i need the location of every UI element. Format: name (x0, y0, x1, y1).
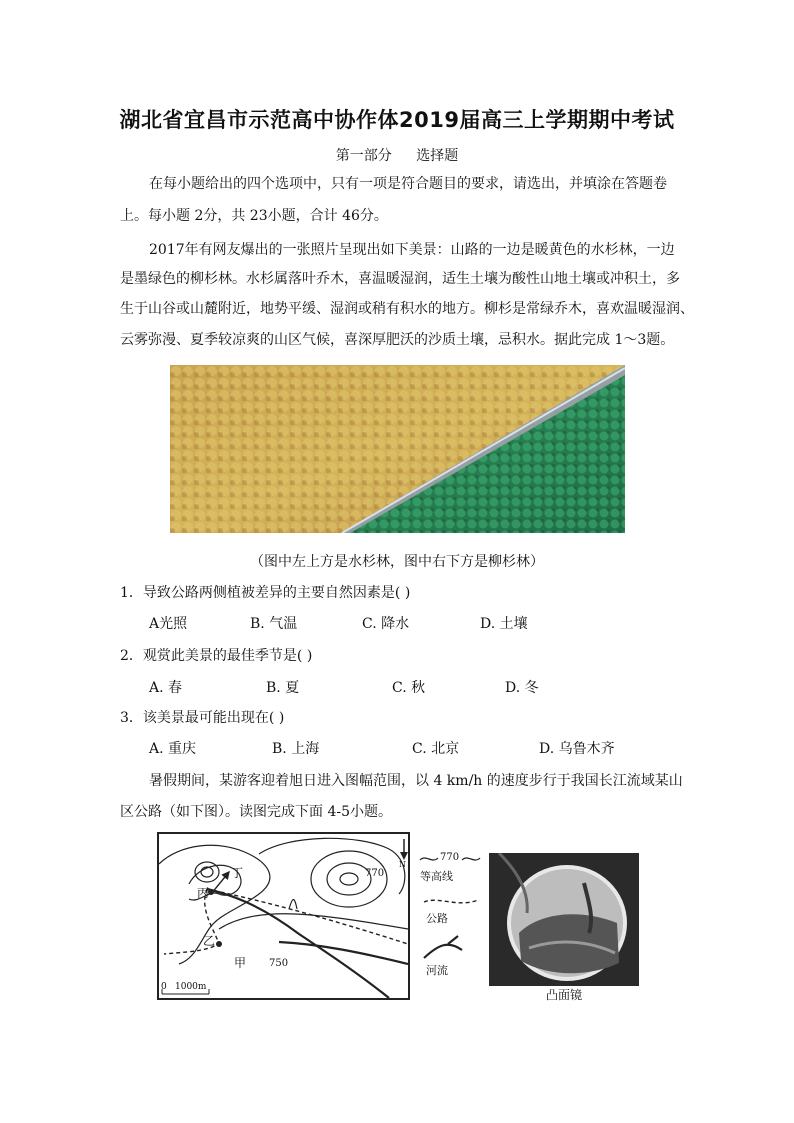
question-1-option-a: A光照 (149, 616, 188, 632)
legend-contour-value: 770 (440, 852, 460, 863)
question-1-option-b: B. 气温 (250, 616, 298, 632)
question-1-option-c: C. 降水 (362, 616, 410, 632)
convex-mirror-photo (489, 853, 639, 986)
contour-label-750: 750 (269, 958, 289, 969)
question-3-option-d: D. 乌鲁木齐 (539, 741, 615, 757)
section-heading (0, 145, 794, 165)
question-2-option-b: B. 夏 (266, 680, 300, 696)
question-1-option-d: D. 土壤 (480, 616, 528, 632)
photo-caption: （图中左上方是水杉林，图中右下方是柳杉林） (250, 554, 544, 570)
section-part: 第一部分 (335, 148, 392, 164)
passage1-line-3: 生于山谷或山麓附近，地势平缓、湿润或稍有积水的地方。柳杉是常绿乔木，喜欢温暖湿润、 (120, 301, 694, 317)
page-title: 湖北省宜昌市示范高中协作体2019届高三上学期期中考试 (119, 108, 675, 132)
passage2-line-1: 暑假期间，某游客迎着旭日进入图幅范围，以 4 km/h 的速度步行于我国长江流域某山 (149, 773, 683, 789)
passage1-line-2: 是墨绿色的柳杉林。水杉属落叶乔木，喜温暖湿润，适生土壤为酸性山地土壤或冲积土，多 (120, 271, 680, 287)
question-2-option-d: D. 冬 (505, 680, 539, 696)
forest-aerial-photo (170, 365, 625, 533)
map-label-bing: 丙 (197, 886, 210, 900)
scale-zero: 0 (161, 982, 167, 992)
legend-river: 河流 (426, 964, 448, 977)
instructions-line-2: 上。每小题 2分，共 23小题，合计 46分。 (120, 208, 388, 224)
contour-map (157, 832, 410, 1000)
north-label: N (399, 860, 406, 869)
question-2-option-c: C. 秋 (392, 680, 426, 696)
question-3-option-b: B. 上海 (272, 741, 320, 757)
contour-label-770: 770 (365, 868, 385, 879)
map-label-yi: 乙 (203, 934, 216, 948)
passage1-line-1: 2017年有网友爆出的一张照片呈现出如下美景：山路的一边是暖黄色的水杉林，一边 (149, 242, 675, 258)
legend-road: 公路 (426, 912, 448, 925)
mirror-label: 凸面镜 (545, 988, 582, 1002)
legend-contour: 等高线 (420, 870, 453, 883)
passage2-line-2: 区公路（如下图）。读图完成下面 4-5小题。 (120, 804, 392, 820)
passage1-line-4: 云雾弥漫、夏季较凉爽的山区气候，喜深厚肥沃的沙质土壤，忌积水。据此完成 1～3题。 (120, 332, 675, 348)
scale-label: 1000m (175, 982, 207, 992)
question-3-option-c: C. 北京 (412, 741, 460, 757)
map-legend (418, 840, 488, 1000)
question-2-stem: 2．观赏此美景的最佳季节是( ) (120, 648, 313, 664)
question-1-stem: 1．导致公路两侧植被差异的主要自然因素是( ) (120, 585, 411, 601)
map-label-ding: 丁 (231, 866, 244, 880)
section-name: 选择题 (416, 148, 459, 164)
instructions-line-1: 在每小题给出的四个选项中，只有一项是符合题目的要求，请选出，并填涂在答题卷 (149, 176, 667, 192)
question-3-stem: 3．该美景最可能出现在( ) (120, 710, 285, 726)
map-label-jia: 甲 (234, 956, 247, 970)
question-2-option-a: A. 春 (149, 680, 183, 696)
question-3-option-a: A. 重庆 (149, 741, 197, 757)
